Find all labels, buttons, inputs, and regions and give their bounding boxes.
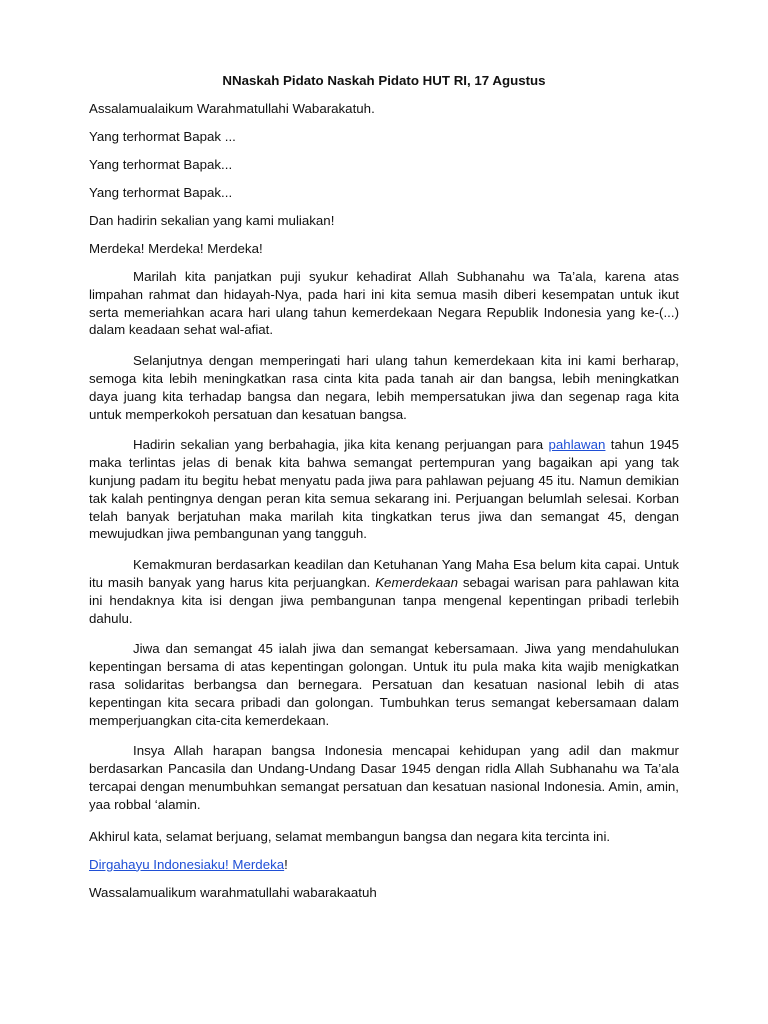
paragraph-text: Hadirin sekalian yang berbahagia, jika kita kenang perjuangan para — [133, 437, 549, 453]
greeting: Assalamualaikum Warahmatullahi Wabarakatuh. — [89, 101, 375, 116]
pahlawan-link[interactable]: pahlawan — [548, 437, 606, 453]
paragraph-gratitude: Marilah kita panjatkan puji syukur kehadirat Allah Subhanahu wa Ta’ala, karena atas limpahan rahmat dan hidayah-Nya, pada hari ini kita semua masih diberi kesempatan untuk ikut serta memeriahkan acara hari ulang tahun kemerdekaan Negara Republik Indonesia yang ke-(...) dalam keadaan sehat wal-afiat. — [89, 269, 679, 338]
closing-line: Akhirul kata, selamat berjuang, selamat membangun bangsa dan negara kita tercinta ini. — [89, 828, 611, 844]
document-body — [89, 72, 679, 912]
motto-suffix: ! — [284, 856, 288, 872]
paragraph-hope: Selanjutnya dengan memperingati hari ulang tahun kemerdekaan kita ini kami berharap, semoga kita lebih meningkatkan rasa cinta kita pada tanah air dan bangsa, lebih meningkatkan daya juang kita terhadap bangsa dan negara, lebih mempersatukan jiwa dan segenap raga kita untuk memperkokoh persatuan dan kesatuan bangsa. — [89, 353, 679, 422]
document-title: NNaskah Pidato Naskah Pidato HUT RI, 17 Agustus — [222, 73, 546, 88]
paragraph-text: Kemakmuran berdasarkan keadilan dan Ketuhanan Yang Maha Esa belum kita capai. Untuk itu masih banyak yang harus kita perjuangkan. — [89, 557, 679, 590]
paragraph-text: sebagai warisan para pahlawan kita ini hendaknya kita isi dengan jiwa pembangunan tanpa mengenal kepentingan pribadi terlebih dahulu. — [89, 574, 679, 626]
paragraph-text: tahun 1945 maka terlintas jelas di benak kita bahwa semangat pertempuran yang bagaikan api yang tak kunjung padam itu begitu hebat menyatu pada jiwa para pahlawan pejuang 45 itu. Namun demikian tak kalah pentingnya dengan peran kita semua sekarang ini. Perjuangan belumlah selesai. Korban telah banyak berjatuhan maka marilah kita tingkatkan terus jiwa dan semangat 45, dengan mewujudkan jiwa pembangunan yang tangguh. — [89, 437, 679, 542]
paragraph-spirit-45: Jiwa dan semangat 45 ialah jiwa dan semangat kebersamaan. Jiwa yang mendahulukan kepentingan bersama di atas kepentingan golongan. Untuk itu pula maka kita wajib menigkatkan rasa solidaritas berbangsa dan bernegara. Persatuan dan kesatuan nasional lebih di atas kepentingan kita secara pribadi dan golongan. Tumbuhkan terus semangat kebersamaan dalam memperjuangkan cita-cita kemerdekaan. — [89, 641, 679, 728]
addressee-line: Yang terhormat Bapak... — [89, 185, 233, 200]
motto-line — [89, 856, 679, 873]
paragraph-prosperity — [89, 556, 679, 627]
paragraph-struggle — [89, 436, 679, 543]
motto-link[interactable]: Dirgahayu Indonesiaku! Merdeka — [89, 856, 285, 872]
farewell-line: Wassalamualikum warahmatullahi wabarakaatuh — [89, 884, 377, 900]
addressee-line: Yang terhormat Bapak ... — [89, 129, 236, 144]
cheer-line: Merdeka! Merdeka! Merdeka! — [89, 241, 263, 256]
addressee-line: Yang terhormat Bapak... — [89, 157, 233, 172]
audience-line: Dan hadirin sekalian yang kami muliakan! — [89, 213, 335, 228]
italic-term: Kemerdekaan — [375, 574, 458, 590]
paragraph-prayer: Insya Allah harapan bangsa Indonesia mencapai kehidupan yang adil dan makmur berdasarkan Pancasila dan Undang-Undang Dasar 1945 dengan ridla Allah Subhanahu wa Ta’ala tercapai dengan menumbuhkan semangat persatuan dan kesatuan nasional Indonesia. Amin, amin, yaa robbal ‘alamin. — [89, 743, 679, 812]
